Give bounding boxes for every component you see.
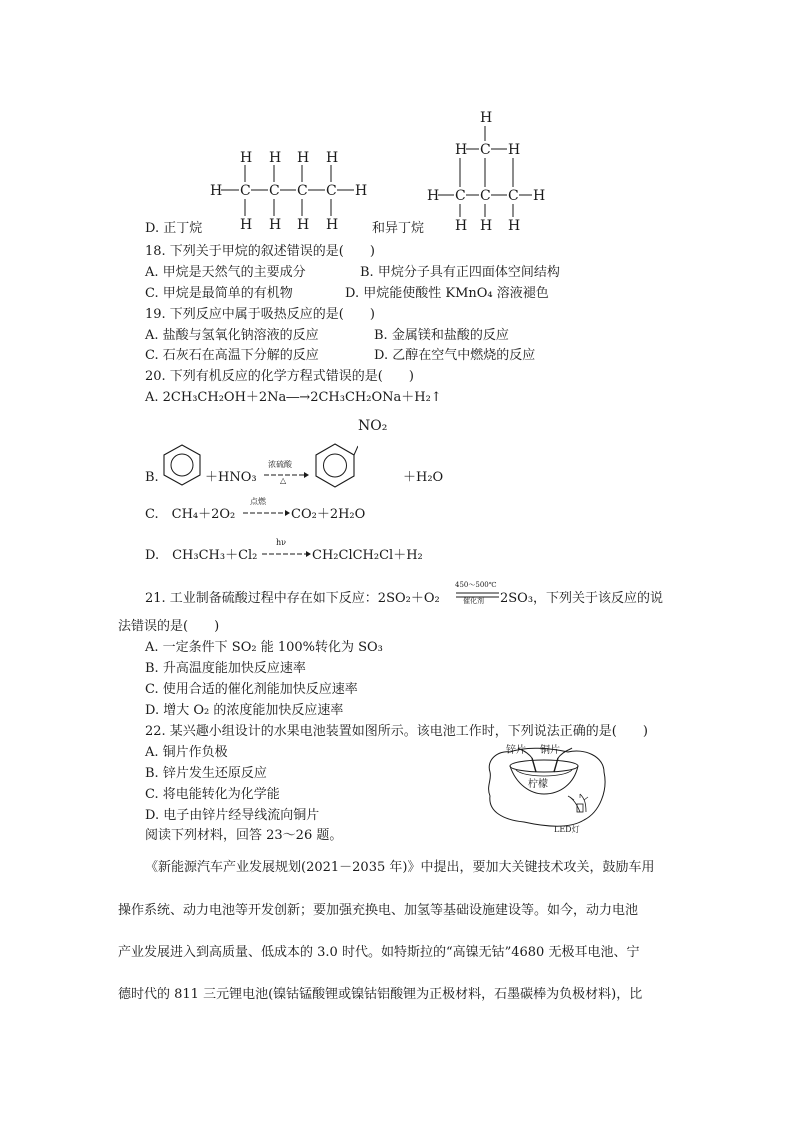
benzene-ring-icon (160, 442, 204, 488)
q20-option-a: A. 2CH₃CH₂OH＋2Na―→2CH₃CH₂ONa＋H₂↑ (145, 390, 442, 405)
fig-lemon-label: 柠檬 (528, 779, 548, 790)
q20-stem: 20. 下列有机反应的化学方程式错误的是( ) (145, 369, 414, 384)
svg-text:H: H (455, 218, 468, 234)
svg-text:H: H (508, 142, 521, 158)
svg-text:H: H (240, 150, 253, 166)
q22-option-b: B. 锌片发生还原反应 (145, 766, 267, 781)
svg-text:C: C (326, 183, 337, 199)
nitrobenzene-ring-icon (312, 440, 358, 490)
q20-option-d-condition: hν (276, 538, 287, 547)
q19-option-c: C. 石灰石在高温下分解的反应 (145, 348, 319, 363)
q20-option-c-condition: 点燃 (250, 497, 266, 506)
q18-option-b: B. 甲烷分子具有正四面体空间结构 (360, 265, 560, 280)
isobutane-structure (420, 106, 550, 236)
reaction-arrow-icon (260, 550, 312, 558)
fig-copper-label: 铜片 (540, 745, 560, 756)
fig-zinc-label: 锌片 (506, 745, 526, 756)
q20-option-b-no2: NO₂ (358, 418, 388, 434)
svg-text:H: H (455, 142, 468, 158)
svg-text:H: H (533, 188, 546, 204)
q19-option-a: A. 盐酸与氢氧化钠溶液的反应 (145, 328, 319, 343)
svg-text:H: H (355, 183, 368, 199)
q20-option-b-reagent: ＋HNO₃ (205, 470, 257, 485)
q21-option-a: A. 一定条件下 SO₂ 能 100%转化为 SO₃ (145, 640, 383, 655)
svg-text:H: H (269, 150, 282, 166)
reaction-arrow-icon (241, 509, 291, 517)
q19-option-d: D. 乙醇在空气中燃烧的反应 (374, 348, 536, 363)
q22-option-a: A. 铜片作负极 (145, 745, 228, 760)
q20-option-b-heat: △ (280, 476, 287, 485)
q21-option-c: C. 使用合适的催化剂能加快反应速率 (145, 682, 358, 697)
svg-text:H: H (297, 217, 310, 233)
svg-text:H: H (269, 217, 282, 233)
q18-stem: 18. 下列关于甲烷的叙述错误的是( ) (145, 244, 375, 259)
svg-text:H: H (297, 150, 310, 166)
svg-text:C: C (240, 183, 251, 199)
fig-led-label: LED灯 (554, 825, 580, 834)
q20-option-b-label: B. (145, 470, 159, 485)
svg-text:H: H (480, 218, 493, 234)
q22-stem: 22. 某兴趣小组设计的水果电池装置如图所示。该电池工作时，下列说法正确的是( ) (145, 724, 648, 739)
reaction-arrow-icon (262, 471, 310, 479)
q17-and-label: 和异丁烷 (372, 221, 425, 236)
reading-line-2: 操作系统、动力电池等开发创新；要加强充换电、加氢等基础设施建设等。如今，动力电池 (118, 903, 639, 918)
q22-option-d: D. 电子由锌片经导线流向铜片 (145, 808, 320, 823)
q21-condition-top: 450～500℃ (455, 581, 497, 589)
svg-text:C: C (508, 188, 519, 204)
q21-stem-b: 2SO₃，下列关于该反应的说 (500, 591, 664, 606)
q18-option-a: A. 甲烷是天然气的主要成分 (145, 265, 306, 280)
q20-option-b-condition: 浓硫酸 (268, 460, 292, 469)
svg-text:C: C (480, 188, 491, 204)
svg-text:H: H (210, 183, 223, 199)
q21-option-b: B. 升高温度能加快反应速率 (145, 661, 306, 676)
q18-option-d: D. 甲烷能使酸性 KMnO₄ 溶液褪色 (345, 286, 549, 301)
reading-intro: 阅读下列材料，回答 23～26 题。 (145, 828, 343, 843)
q21-stem-c: 法错误的是( ) (118, 619, 220, 634)
reading-line-3: 产业发展进入到高质量、低成本的 3.0 时代。如特斯拉的“高镍无钴”4680 无极耳电池、宁 (118, 945, 640, 960)
n-butane-structure (205, 145, 375, 240)
q20-option-d: D. CH₃CH₃＋Cl₂ (145, 548, 258, 563)
q22-option-c: C. 将电能转化为化学能 (145, 787, 280, 802)
q21-stem-a: 21. 工业制备硫酸过程中存在如下反应：2SO₂＋O₂ (145, 591, 440, 606)
q17-option-d-label: D. 正丁烷 (145, 221, 203, 236)
svg-text:C: C (269, 183, 280, 199)
q21-condition-bottom: 催化剂 (463, 597, 484, 605)
svg-text:H: H (480, 110, 493, 126)
q19-option-b: B. 金属镁和盐酸的反应 (374, 328, 509, 343)
reading-line-4: 德时代的 811 三元锂电池(镍钴锰酸锂或镍钴铝酸锂为正极材料，石墨碳棒为负极材料)，比 (118, 987, 643, 1002)
q19-stem: 19. 下列反应中属于吸热反应的是( ) (145, 307, 375, 322)
svg-text:C: C (480, 142, 491, 158)
reading-line-1: 《新能源汽车产业发展规划(2021－2035 年)》中提出，要加大关键技术攻关，鼓励车用 (145, 860, 655, 875)
svg-text:H: H (326, 217, 339, 233)
svg-text:C: C (455, 188, 466, 204)
svg-text:H: H (326, 150, 339, 166)
q20-option-c-product: CO₂＋2H₂O (291, 507, 366, 522)
svg-text:C: C (297, 183, 308, 199)
q20-option-b-product: ＋H₂O (403, 470, 444, 485)
q20-option-c: C. CH₄＋2O₂ (145, 507, 236, 522)
svg-text:H: H (508, 218, 521, 234)
fruit-battery-figure (480, 742, 612, 840)
q21-option-d: D. 增大 O₂ 的浓度能加快反应速率 (145, 703, 344, 718)
svg-text:H: H (240, 217, 253, 233)
q20-option-d-product: CH₂ClCH₂Cl＋H₂ (312, 548, 423, 563)
svg-text:H: H (427, 188, 440, 204)
q18-option-c: C. 甲烷是最简单的有机物 (145, 286, 293, 301)
